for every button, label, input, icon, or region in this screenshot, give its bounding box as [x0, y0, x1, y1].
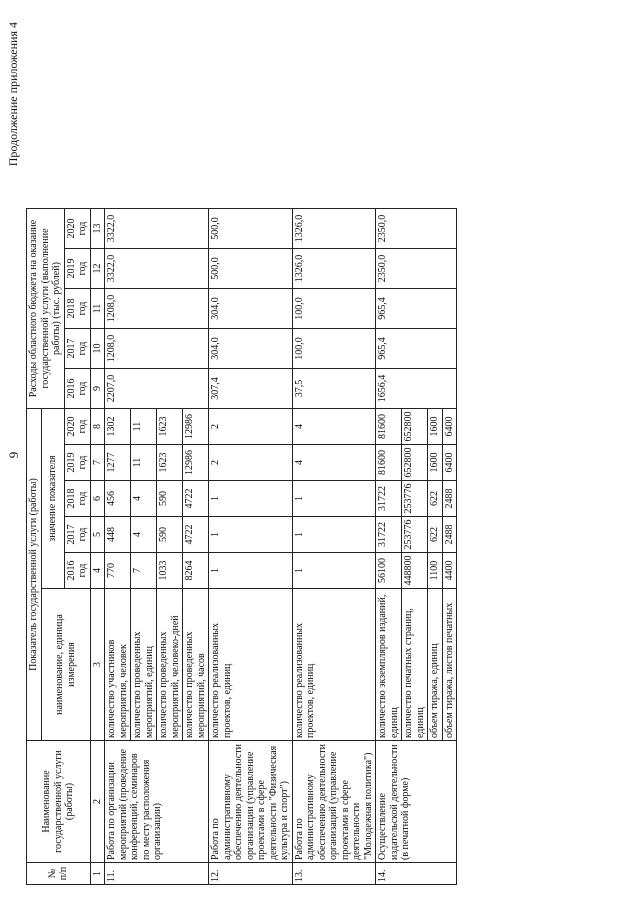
expense-value: 2350,0 [376, 249, 457, 289]
row-number: 12. [209, 863, 293, 885]
expense-value: 37,5 [292, 369, 376, 409]
expense-value: 500,0 [209, 249, 293, 289]
expense-value: 2350,0 [376, 209, 457, 249]
appendix-table [26, 208, 457, 885]
expense-value: 100,0 [292, 289, 376, 329]
header-service: Наименование государственной услуги (работы) [27, 741, 91, 863]
expense-value: 3322,0 [105, 249, 209, 289]
indicator-value: 2488 [442, 517, 457, 553]
year-header: 2020 год [64, 209, 90, 249]
indicator-value: 12986 [183, 409, 209, 445]
indicator-name: количество проведенных мероприятий, часов [183, 589, 209, 741]
indicator-value: 770 [105, 553, 131, 589]
col-number: 13 [90, 209, 105, 249]
indicator-value: 2488 [442, 481, 457, 517]
indicator-value: 1 [292, 481, 376, 517]
year-header: 2017 год [64, 517, 90, 553]
row-number: 14. [376, 863, 457, 885]
col-number: 4 [90, 553, 105, 589]
indicator-value: 4 [131, 481, 157, 517]
col-number: 5 [90, 517, 105, 553]
table-row [105, 209, 131, 885]
indicator-value: 56100 [376, 553, 402, 589]
indicator-value: 1 [209, 481, 293, 517]
expense-value: 1208,0 [105, 329, 209, 369]
indicator-value: 652800 [402, 445, 428, 481]
year-header: 2019 год [64, 445, 90, 481]
indicator-value: 1033 [157, 553, 183, 589]
col-number: 1 [90, 863, 105, 885]
expense-value: 1326,0 [292, 249, 376, 289]
indicator-value: 4722 [183, 481, 209, 517]
indicator-value: 1600 [428, 409, 443, 445]
expense-value: 1656,4 [376, 369, 457, 409]
header-num: № п/п [27, 863, 91, 885]
indicator-value: 1 [209, 553, 293, 589]
indicator-value: 4 [292, 409, 376, 445]
year-header: 2017 год [64, 329, 90, 369]
indicator-value: 590 [157, 517, 183, 553]
year-header: 2020 год [64, 409, 90, 445]
expense-value: 307,4 [209, 369, 293, 409]
indicator-value: 1 [209, 517, 293, 553]
indicator-value: 81600 [376, 409, 402, 445]
expense-value: 965,4 [376, 289, 457, 329]
indicator-value: 590 [157, 481, 183, 517]
indicator-value: 1 [292, 553, 376, 589]
col-number: 9 [90, 369, 105, 409]
indicator-value: 1600 [428, 445, 443, 481]
expense-value: 2207,0 [105, 369, 209, 409]
indicator-value: 11 [131, 409, 157, 445]
expense-value: 3322,0 [105, 209, 209, 249]
table-row [376, 209, 402, 885]
indicator-value: 12986 [183, 445, 209, 481]
row-number: 11. [105, 863, 209, 885]
indicator-value: 6400 [442, 409, 457, 445]
year-header: 2018 год [64, 289, 90, 329]
indicator-value: 253776 [402, 481, 428, 517]
indicator-name: количество реализованных проектов, единиц [292, 589, 376, 741]
header-indicator-values: значение показателя [41, 409, 64, 589]
indicator-value: 4 [292, 445, 376, 481]
col-number: 2 [90, 741, 105, 863]
service-name: Работа по административному обеспечению деятельности организаций (управление проектами в сфере деятельности "Молодежная политика") [292, 741, 376, 863]
service-name: Работа по организации мероприятий (проведение конференций, семинаров по месту расположения организации) [105, 741, 209, 863]
indicator-value: 1 [292, 517, 376, 553]
indicator-value: 81600 [376, 445, 402, 481]
indicator-name: количество экземпляров изданий, единиц [376, 589, 402, 741]
column-numbers-row [90, 209, 105, 885]
indicator-name: объем тиража, единиц [428, 589, 443, 741]
indicator-value: 622 [428, 481, 443, 517]
expense-value: 965,4 [376, 329, 457, 369]
col-number: 11 [90, 289, 105, 329]
indicator-value: 31722 [376, 481, 402, 517]
indicator-value: 253776 [402, 517, 428, 553]
col-number: 12 [90, 249, 105, 289]
indicator-name: объем тиража, листов печатных [442, 589, 457, 741]
indicator-value: 6400 [442, 445, 457, 481]
indicator-value: 448800 [402, 553, 428, 589]
expense-value: 1326,0 [292, 209, 376, 249]
indicator-value: 2 [209, 445, 293, 481]
indicator-value: 1100 [428, 553, 443, 589]
table-row [292, 209, 376, 885]
expense-value: 304,0 [209, 289, 293, 329]
indicator-value: 7 [131, 553, 157, 589]
indicator-value: 1623 [157, 409, 183, 445]
header-expenses: Расходы областного бюджета на оказание государственной услуги (выполнение работы) (тыс. рублей) [27, 209, 65, 409]
continuation-note: Продолжение приложения 4 [6, 22, 20, 167]
indicator-value: 4 [131, 517, 157, 553]
indicator-value: 11 [131, 445, 157, 481]
col-number: 7 [90, 445, 105, 481]
year-header: 2018 год [64, 481, 90, 517]
service-name: Осуществление издательской деятельности (в печатной форме) [376, 741, 457, 863]
indicator-value: 4722 [183, 517, 209, 553]
indicator-value: 652800 [402, 409, 428, 445]
indicator-value: 8264 [183, 553, 209, 589]
indicator-value: 1277 [105, 445, 131, 481]
indicator-name: количество реализованных проектов, единиц [209, 589, 293, 741]
col-number: 6 [90, 481, 105, 517]
indicator-value: 448 [105, 517, 131, 553]
col-number: 10 [90, 329, 105, 369]
expense-value: 304,0 [209, 329, 293, 369]
indicator-name: количество печатных страниц, единиц [402, 589, 428, 741]
expense-value: 500,0 [209, 209, 293, 249]
expense-value: 100,0 [292, 329, 376, 369]
indicator-value: 622 [428, 517, 443, 553]
indicator-name: количество участников мероприятия, человек [105, 589, 131, 741]
indicator-value: 1623 [157, 445, 183, 481]
expense-value: 1208,0 [105, 289, 209, 329]
row-number: 13. [292, 863, 376, 885]
year-header: 2016 год [64, 369, 90, 409]
col-number: 3 [90, 589, 105, 741]
indicator-value: 1302 [105, 409, 131, 445]
year-header: 2019 год [64, 249, 90, 289]
header-indicator-group: Показатель государственной услуги (работы) [27, 409, 42, 741]
indicator-value: 4400 [442, 553, 457, 589]
indicator-value: 2 [209, 409, 293, 445]
table-row [209, 209, 293, 885]
indicator-name: количество проведенных мероприятий, человеко-дней [157, 589, 183, 741]
service-name: Работа по административному обеспечению деятельности организации (управление проектами в сфере деятельности "Физическая культура и спорт") [209, 741, 293, 863]
year-header: 2016 год [64, 553, 90, 589]
col-number: 8 [90, 409, 105, 445]
indicator-value: 456 [105, 481, 131, 517]
page-number: 9 [6, 451, 21, 459]
indicator-name: количество проведенных мероприятий, единиц [131, 589, 157, 741]
header-indicator-name: наименование, единица измерения [41, 589, 90, 741]
indicator-value: 31722 [376, 517, 402, 553]
